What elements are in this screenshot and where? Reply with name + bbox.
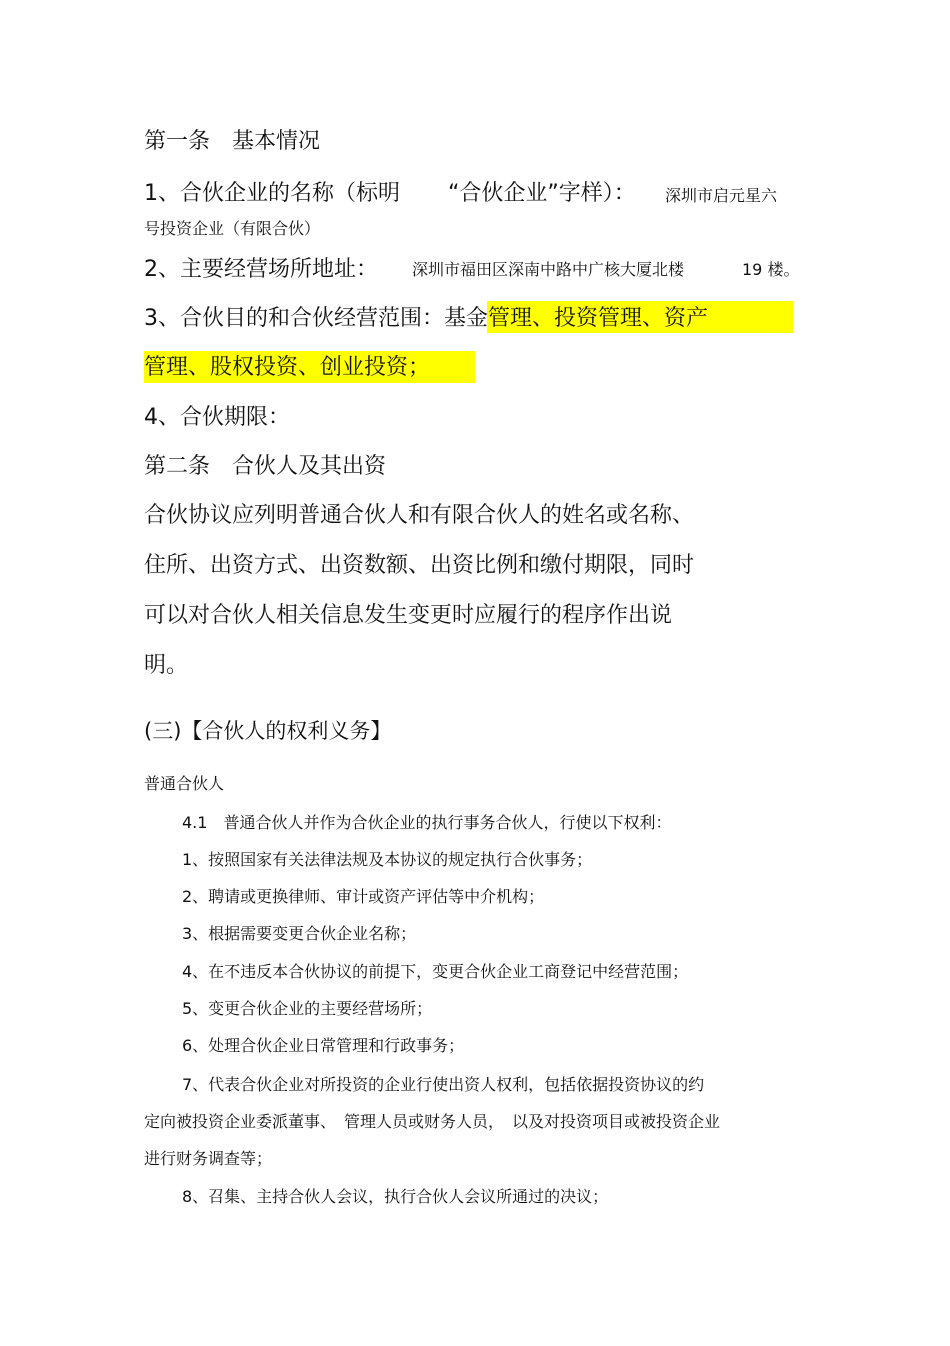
right-item: 2、聘请或更换律师、审计或资产评估等中介机构；: [182, 887, 545, 906]
article-1-heading: 第一条 基本情况: [144, 129, 321, 154]
item-2-value: 深圳市福田区深南中路中广核大厦北楼: [412, 260, 685, 279]
item-2-label: 2、主要经营场所地址：: [144, 257, 378, 282]
section-3-subheading: 普通合伙人: [144, 774, 225, 793]
item-1-quote: “合伙企业”字样）：: [448, 181, 636, 206]
article-2-heading: 第二条 合伙人及其出资: [144, 454, 387, 479]
article-2-para-line-2: 住所、出资方式、出资数额、出资比例和缴付期限，同时: [144, 553, 695, 578]
item-2-floor: 19 楼。: [742, 260, 800, 279]
right-7-line-1: 7、代表合伙企业对所投资的企业行使出资人权利，包括依据投资协议的约: [182, 1075, 705, 1094]
item-1-label: 1、合伙企业的名称（标明: [144, 181, 400, 206]
item-3-line-2: 管理、股权投资、创业投资；: [144, 355, 431, 380]
article-2-para-line-3: 可以对合伙人相关信息发生变更时应履行的程序作出说: [144, 603, 673, 628]
clause-4-1: 4.1 普通合伙人并作为合伙企业的执行事务合伙人，行使以下权利：: [182, 813, 672, 832]
item-1-value-cont: 号投资企业（有限合伙）: [144, 219, 321, 238]
right-7-line-2: 定向被投资企业委派董事、 管理人员或财务人员， 以及对投资项目或被投资企业: [144, 1112, 721, 1131]
right-item: 6、处理合伙企业日常管理和行政事务；: [182, 1036, 465, 1055]
item-4: 4、合伙期限：: [144, 405, 290, 430]
right-7-line-3: 进行财务调查等；: [144, 1149, 273, 1168]
article-2-para-line-4: 明。: [144, 653, 189, 678]
right-item: 1、按照国家有关法律法规及本协议的规定执行合伙事务；: [182, 850, 593, 869]
article-2-para-line-1: 合伙协议应列明普通合伙人和有限合伙人的姓名或名称、: [144, 503, 695, 528]
item-1-value: 深圳市启元星六: [665, 186, 778, 205]
right-8: 8、召集、主持合伙人会议，执行合伙人会议所通过的决议；: [182, 1187, 609, 1206]
item-3-line-1: 3、合伙目的和合伙经营范围：基金管理、投资管理、资产: [144, 306, 708, 331]
right-item: 5、变更合伙企业的主要经营场所；: [182, 999, 433, 1018]
right-item: 3、根据需要变更合伙企业名称；: [182, 924, 417, 943]
section-3-heading: (三)【合伙人的权利义务】: [144, 719, 392, 743]
right-item: 4、在不违反本合伙协议的前提下，变更合伙企业工商登记中经营范围；: [182, 962, 689, 981]
